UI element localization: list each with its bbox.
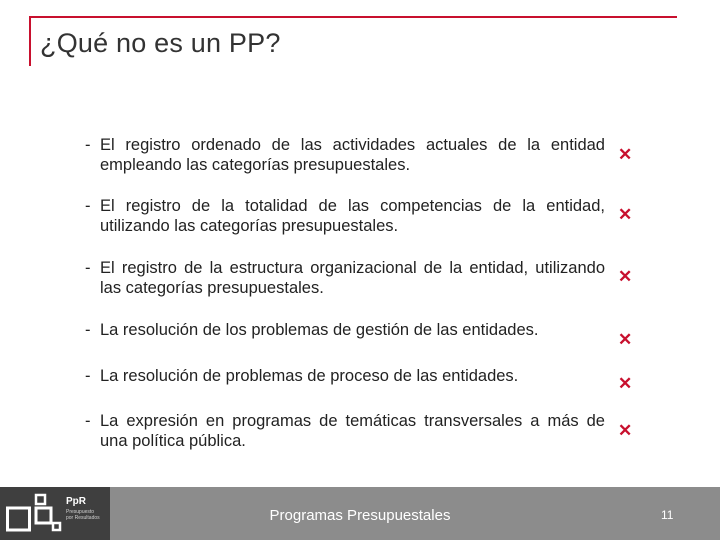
page-number: 11: [661, 508, 674, 522]
x-mark-icon: ✕: [618, 374, 633, 393]
bullet-dash: -: [85, 321, 91, 339]
title-frame-top-line: [29, 16, 677, 18]
x-mark-icon: ✕: [618, 145, 633, 164]
bullet-dash: -: [85, 259, 91, 277]
bullet-text: El registro de la totalidad de las competencias de la entidad, utilizando las categorías presupuestales.: [100, 197, 605, 235]
bullet-item-4: [85, 320, 605, 340]
logo-name: PpR: [66, 496, 86, 507]
x-mark-icon: ✕: [618, 205, 633, 224]
slide-title: ¿Qué no es un PP?: [40, 28, 281, 58]
x-mark-icon: ✕: [618, 330, 633, 349]
bullet-text: El registro ordenado de las actividades actuales de la entidad empleando las categorías presupuestales.: [100, 136, 605, 174]
bullet-text: El registro de la estructura organizacional de la entidad, utilizando las categorías presupuestales.: [100, 259, 605, 297]
bullet-dash: -: [85, 197, 91, 215]
bullet-item-1: [85, 135, 605, 175]
logo-subtitle-line: Presupuesto: [66, 509, 95, 515]
bullet-dash: -: [85, 136, 91, 154]
title-frame-left-line: [29, 16, 31, 66]
footer-bar: [0, 487, 720, 540]
bullet-item-3: [85, 258, 605, 298]
bullet-item-5: [85, 366, 605, 386]
logo-subtitle-line: por Resultados: [66, 515, 100, 521]
bullet-dash: -: [85, 412, 91, 430]
bullet-text: La resolución de los problemas de gestión de las entidades.: [100, 321, 539, 339]
bullet-item-6: [85, 411, 605, 451]
x-mark-icon: ✕: [618, 267, 633, 286]
bullet-item-2: [85, 196, 605, 236]
bullet-text: La resolución de problemas de proceso de las entidades.: [100, 367, 519, 385]
bullet-dash: -: [85, 367, 91, 385]
footer-title: Programas Presupuestales: [269, 507, 451, 524]
x-mark-icon: ✕: [618, 421, 633, 440]
bullet-text: La expresión en programas de temáticas transversales a más de una política pública.: [100, 412, 605, 450]
